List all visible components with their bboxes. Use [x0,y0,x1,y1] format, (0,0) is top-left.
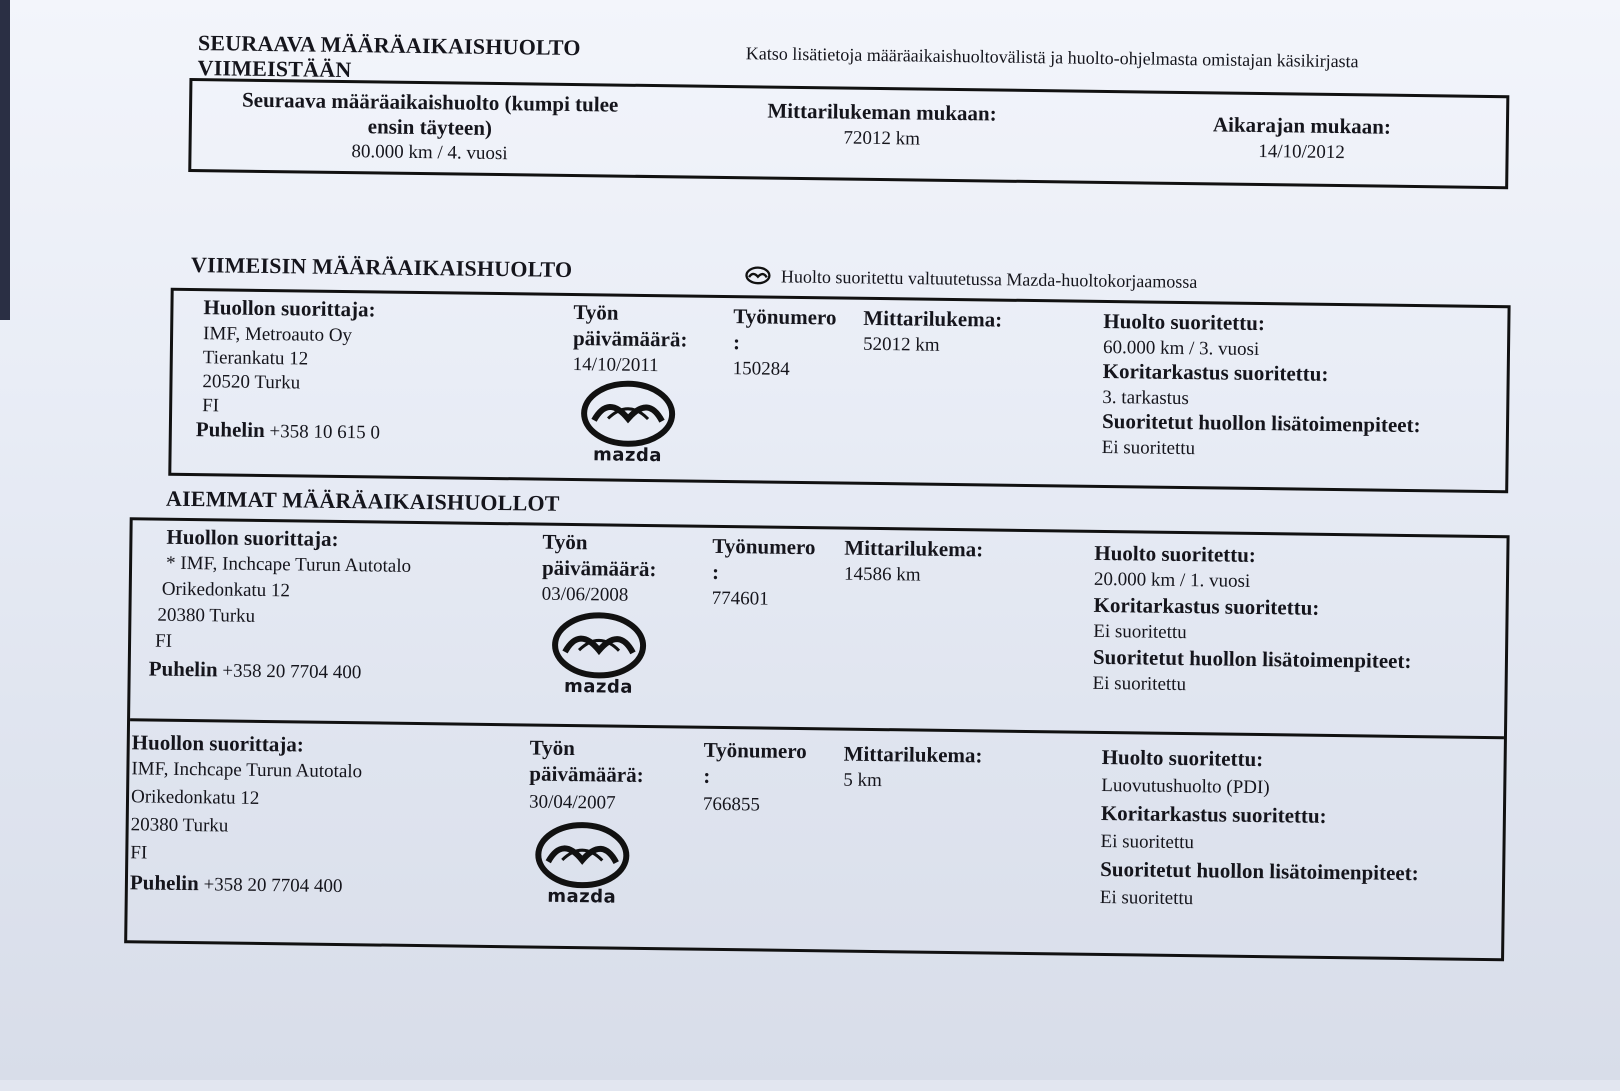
odometer-value: 14586 km [843,563,921,586]
phone-number: +358 20 7704 400 [222,660,362,684]
performer-city: 20520 Turku [202,371,301,394]
mazda-wordmark: mazda [547,885,617,908]
next-service-interval: 80.000 km / 4. vuosi [351,141,508,165]
next-service-odometer: 72012 km [843,127,921,150]
next-service-label-2: ensin täyteen) [367,114,493,140]
performer-label: Huollon suorittaja: [131,730,305,757]
work-number: 774601 [711,587,769,610]
body-inspection-label: Koritarkastus suoritettu: [1100,800,1327,828]
work-date: 03/06/2008 [541,583,629,606]
performer-city: 20380 Turku [157,604,256,627]
odometer-label: Mittarilukema: [843,741,983,768]
service-done-value: 20.000 km / 1. vuosi [1093,568,1251,592]
mazda-wordmark: mazda [563,675,634,698]
work-date-label-2: päivämäärä: [529,761,644,787]
work-date-label-2: päivämäärä: [572,326,688,352]
service-done-value: Luovutushuolto (PDI) [1101,774,1270,799]
body-inspection-label: Koritarkastus suoritettu: [1093,592,1320,620]
phone-label: Puhelin [129,870,199,896]
mazda-emblem-icon [532,820,633,891]
work-date-label-1: Työn [542,529,588,555]
work-date-label-2: päivämäärä: [541,555,657,582]
odometer-label: Mittarilukema: [863,305,1003,332]
mazda-emblem-icon [578,378,679,449]
performer-label: Huollon suorittaja: [166,524,339,551]
phone-number: +358 20 7704 400 [203,874,343,898]
next-service-label-1: Seuraava määräaikaishuolto (kumpi tulee [241,87,619,117]
work-date-label-1: Työn [573,300,619,325]
odometer-value: 5 km [843,769,883,792]
work-number-label-1: Työnumero [733,304,837,330]
work-number-label-2: : [703,763,711,788]
work-date-label-1: Työn [529,735,576,761]
extra-measures-label: Suoritetut huollon lisätoimenpiteet: [1100,856,1419,886]
mazda-logo [548,610,649,698]
body-inspection-value: Ei suoritettu [1100,830,1195,854]
extra-measures-value: Ei suoritettu [1101,436,1196,460]
authorized-workshop-text: Huolto suoritettu valtuutetussa Mazda-huoltokorjaamossa [780,266,1198,292]
mazda-logo [532,820,633,908]
next-service-heading: SEURAAVA MÄÄRÄAIKAISHUOLTO VIIMEISTÄÄN [197,30,581,83]
odometer-value: 52012 km [862,333,940,356]
previous-services-box [124,517,1509,961]
performer-street: Orikedonkatu 12 [161,578,291,602]
performer-country: FI [130,842,148,864]
performer-name: IMF, Inchcape Turun Autotalo [131,758,363,783]
next-service-box [188,78,1509,189]
authorized-workshop-note [745,265,1198,296]
body-inspection-value: Ei suoritettu [1093,620,1187,644]
body-inspection-value: 3. tarkastus [1102,386,1190,410]
mazda-logo [577,378,678,466]
work-number: 766855 [702,793,761,816]
performer-name: * IMF, Inchcape Turun Autotalo [165,552,412,577]
service-done-label: Huolto suoritettu: [1101,744,1264,772]
work-number-label-2: : [732,330,741,355]
service-done-value: 60.000 km / 3. vuosi [1102,336,1260,360]
extra-measures-value: Ei suoritettu [1099,886,1194,910]
mazda-emblem-icon [745,265,771,290]
performer-phone [130,870,343,899]
performer-label: Huollon suorittaja: [203,295,376,322]
service-done-label: Huolto suoritettu: [1103,308,1266,336]
next-service-date: 14/10/2012 [1258,140,1346,164]
latest-service-heading: VIIMEISIN MÄÄRÄAIKAISHUOLTO [190,252,573,282]
work-number-label-1: Työnumero [703,737,807,764]
performer-country: FI [202,395,220,417]
work-number: 150284 [732,358,790,380]
mazda-wordmark: mazda [592,444,663,467]
record-divider [130,718,1504,739]
phone-number: +358 10 615 0 [269,421,381,444]
extra-measures-value: Ei suoritettu [1092,672,1187,696]
work-number-label-2: : [711,559,720,584]
time-limit-label: Aikarajan mukaan: [1212,112,1392,139]
work-number-label-1: Työnumero [712,533,816,560]
odometer-label: Mittarilukema: [844,535,984,562]
performer-phone [196,417,380,445]
performer-street: Orikedonkatu 12 [130,786,260,809]
performer-city: 20380 Turku [130,814,229,837]
phone-label: Puhelin [195,417,265,442]
manual-note: Katso lisätietoja määräaikaishuoltovälistä ja huolto-ohjelmasta omistajan käsikirjasta [745,43,1359,72]
extra-measures-label: Suoritetut huollon lisätoimenpiteet: [1101,408,1421,438]
performer-name: IMF, Metroauto Oy [202,323,353,347]
performer-phone [149,656,362,685]
work-date: 30/04/2007 [528,791,616,814]
odometer-basis-label: Mittarilukeman mukaan: [767,98,997,126]
body-inspection-label: Koritarkastus suoritettu: [1102,358,1329,386]
extra-measures-label: Suoritetut huollon lisätoimenpiteet: [1092,644,1412,674]
performer-street: Tierankatu 12 [202,347,309,370]
phone-label: Puhelin [148,656,218,682]
work-date: 14/10/2011 [572,354,659,377]
performer-country: FI [154,630,173,652]
mazda-emblem-icon [549,610,650,681]
latest-service-box [168,288,1510,494]
service-done-label: Huolto suoritettu: [1094,540,1257,567]
previous-services-heading: AIEMMAT MÄÄRÄAIKAISHUOLLOT [165,485,560,516]
